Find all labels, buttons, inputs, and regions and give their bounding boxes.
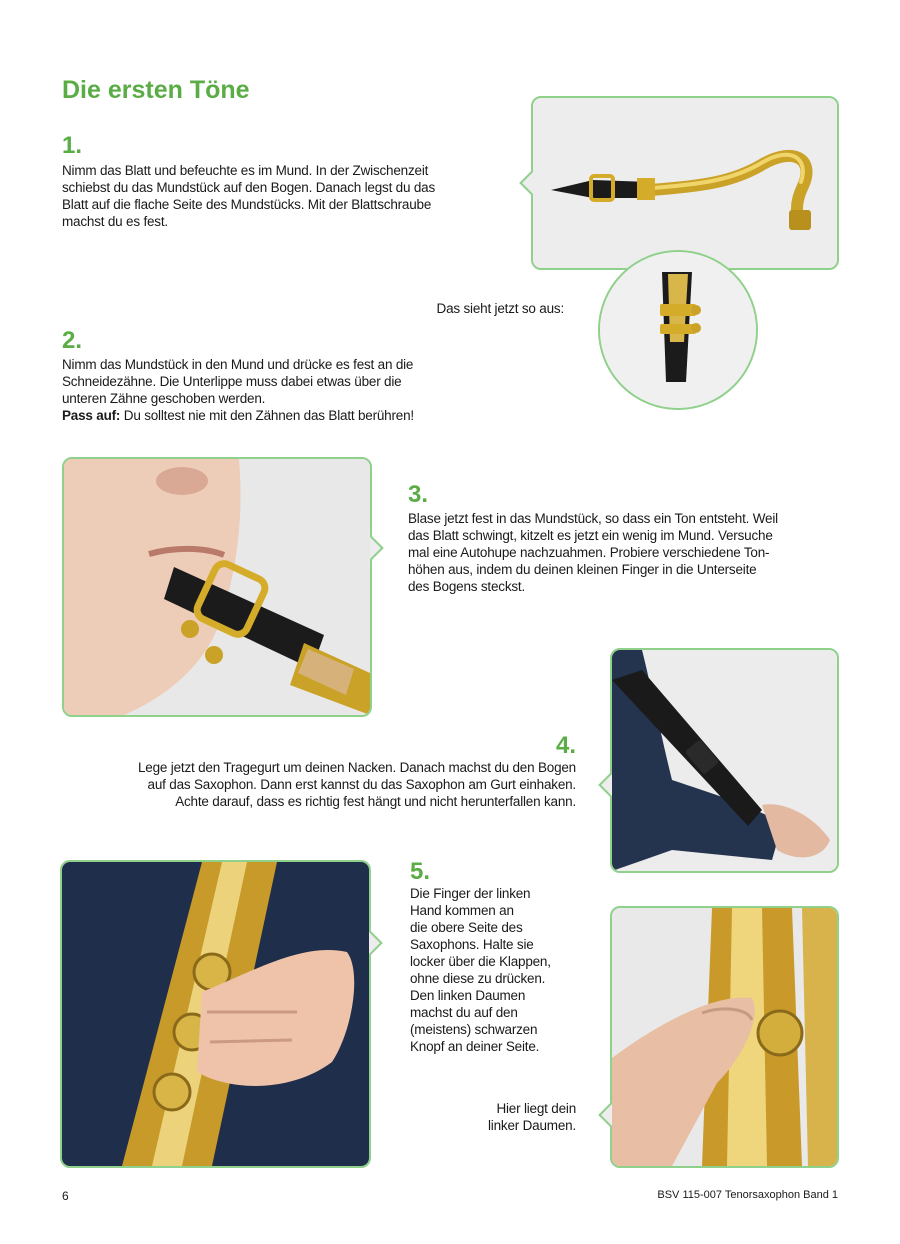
thumb-illustration [612,908,837,1166]
step-1-line: machst du es fest. [62,214,168,229]
reed-detail-illustration [600,252,756,408]
step-5-text [410,885,590,1055]
publisher-reference: BSV 115-007 Tenorsaxophon Band 1 [657,1189,838,1201]
step-2-line: Nimm das Mundstück in den Mund und drücke es fest an die [62,357,414,372]
thumb-caption-line: linker Daumen. [488,1118,576,1133]
step-5-line: (meistens) schwarzen [410,1022,538,1037]
step-3-text [408,510,838,595]
page-number: 6 [62,1189,69,1203]
neck-illustration [533,98,837,268]
photo-mouthpiece-neck [531,96,839,270]
step-1-number: 1. [62,132,83,159]
step-5-number: 5. [410,858,431,885]
photo-left-hand-keys [60,860,371,1168]
step-2-line: Schneidezähne. Die Unterlippe muss dabei etwas über die [62,374,402,389]
step-3-line: Blase jetzt fest in das Mundstück, so dass ein Ton entsteht. Weil [408,511,778,526]
photo-neck-strap [610,648,839,873]
step-5-line: Knopf an deiner Seite. [410,1039,540,1054]
playing-illustration [64,459,370,715]
step-4-line: auf das Saxophon. Dann erst kannst du das Saxophon am Gurt einhaken. [147,777,576,792]
photo-reed-detail [598,250,758,410]
thumb-caption-line: Hier liegt dein [496,1101,576,1116]
step-3-line: das Blatt schwingt, kitzelt es jetzt ein wenig im Mund. Versuche [408,528,773,543]
photo-left-thumb [610,906,839,1168]
step-2-text [62,356,502,424]
step-4-number: 4. [555,732,576,759]
strap-illustration [612,650,837,871]
step-4-line: Lege jetzt den Tragegurt um deinen Nacken. Danach machst du den Bogen [138,760,576,775]
step-1-text [62,162,502,230]
step-3-line: des Bogens steckst. [408,579,526,594]
step-3-line: höhen aus, indem du deinen kleinen Finger in die Unterseite [408,562,757,577]
step-5-line: Den linken Daumen [410,988,526,1003]
warning-text: Du solltest nie mit den Zähnen das Blatt berühren! [120,408,414,423]
step-5-line: ohne diese zu drücken. [410,971,546,986]
step-2-number: 2. [62,327,83,354]
step-5-line: Die Finger der linken [410,886,531,901]
step-5-line: Hand kommen an [410,903,514,918]
step-5-line: die obere Seite des [410,920,523,935]
step-4-text [60,759,576,810]
step-3-line: mal eine Autohupe nachzuahmen. Probiere verschiedene Ton- [408,545,770,560]
page-title: Die ersten Töne [62,76,250,104]
step-5-line: machst du auf den [410,1005,518,1020]
detail-caption: Das sieht jetzt so aus: [436,301,564,316]
photo-playing-mouthpiece [62,457,372,717]
step-1-line: Blatt auf die flache Seite des Mundstücks. Mit der Blattschraube [62,197,432,212]
hand-keys-illustration [62,862,369,1166]
step-2-line: unteren Zähne geschoben werden. [62,391,266,406]
step-3-number: 3. [408,481,429,508]
step-4-line: Achte darauf, dass es richtig fest hängt und nicht herunterfallen kann. [175,794,576,809]
step-1-line: schiebst du das Mundstück auf den Bogen. Danach legst du das [62,180,436,195]
step-5-line: locker über die Klappen, [410,954,551,969]
step-5-line: Saxophons. Halte sie [410,937,534,952]
step-2-warning [62,407,502,424]
warning-label: Pass auf: [62,408,121,423]
thumb-caption [440,1100,576,1134]
step-1-line: Nimm das Blatt und befeuchte es im Mund. In der Zwischenzeit [62,163,429,178]
